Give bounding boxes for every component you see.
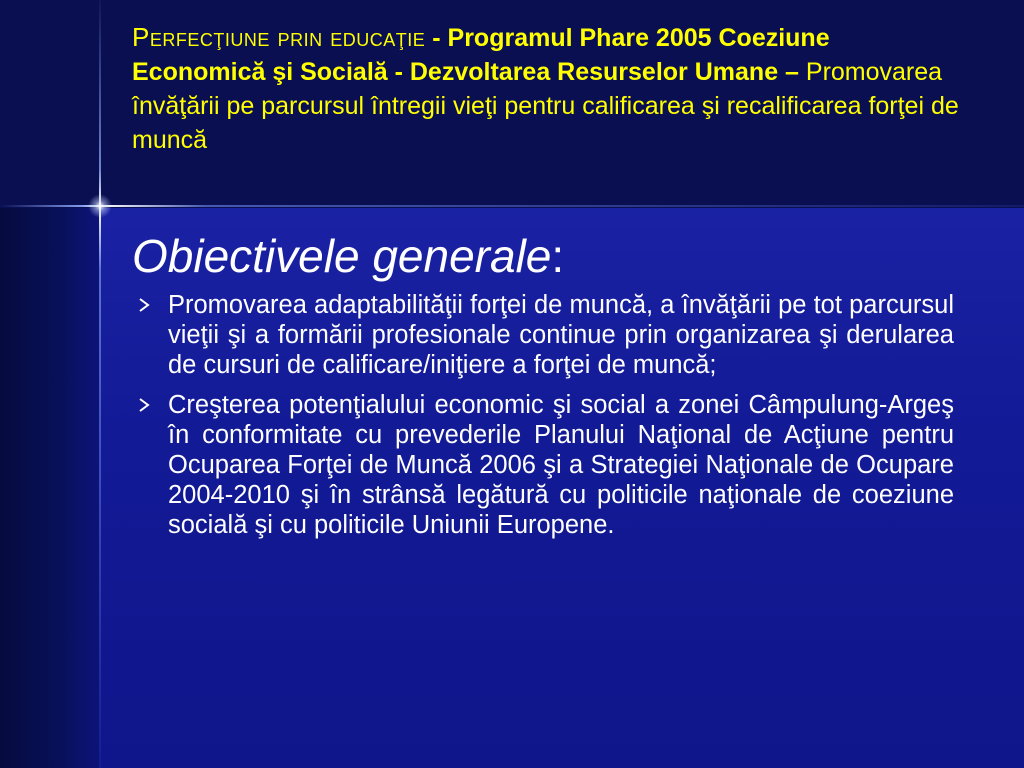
arrow-bullet-icon	[134, 390, 154, 420]
light-flare-decoration	[88, 194, 112, 218]
left-decorative-band	[0, 208, 100, 768]
section-title-text: Obiectivele generale	[132, 230, 552, 282]
header-program-title: Programul Phare 2005 Coeziune Economică şi Socială - Dezvoltarea Resurselor Umane –	[132, 24, 830, 86]
list-item-text: Creşterea potenţialului economic şi social a zonei Câmpulung-Argeş în conformitate cu prevederile Planului Naţional de Acţiune pentru Ocuparea Forţei de Muncă 2006 şi a Strategiei Naţionale de Ocupare 2004-2010 şi în strânsă legătură cu politicile naţionale de coeziune socială şi cu politicile Uniunii Europene.	[168, 391, 954, 539]
section-title	[132, 226, 954, 286]
header-program-description: Promovarea învăţării pe parcursul întregii vieţi pentru calificarea şi recalificarea forţei de muncă	[132, 58, 959, 154]
arrow-bullet-icon	[134, 290, 154, 320]
slide-header	[132, 20, 962, 157]
objectives-list	[132, 290, 954, 540]
list-item	[132, 290, 954, 380]
horizontal-accent-line	[0, 205, 1024, 207]
list-item	[132, 390, 954, 540]
vertical-accent-line	[99, 0, 101, 768]
header-separator: -	[425, 24, 448, 52]
header-brand: Perfecţiune prin educaţie	[132, 22, 426, 52]
section-title-suffix: :	[551, 230, 565, 282]
slide-content	[132, 226, 954, 550]
list-item-text: Promovarea adaptabilităţii forţei de muncă, a învăţării pe tot parcursul vieţii şi a formării profesionale continue prin organizarea şi derularea de cursuri de calificare/iniţiere a forţei de muncă;	[168, 291, 954, 379]
